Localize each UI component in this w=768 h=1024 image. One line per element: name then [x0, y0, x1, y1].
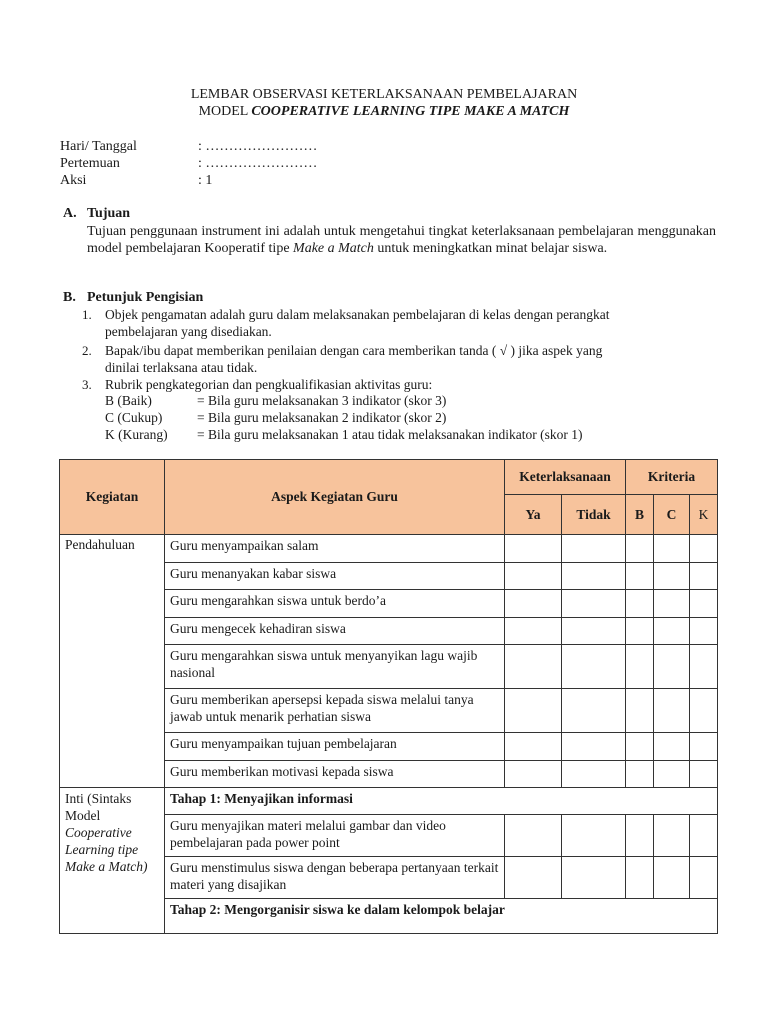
inti-label-model-name: Cooperative Learning tipe Make a Match) — [65, 825, 148, 874]
list-number: 2. — [82, 343, 92, 358]
document-subtitle — [0, 104, 768, 120]
subtitle-prefix: MODEL — [198, 104, 252, 119]
check-cell-c[interactable] — [654, 733, 690, 761]
rubric-desc: = Bila guru melaksanakan 2 indikator (skor 2) — [197, 410, 447, 425]
check-cell-b[interactable] — [626, 535, 654, 563]
check-cell-tidak[interactable] — [562, 689, 626, 733]
check-cell-b[interactable] — [626, 645, 654, 689]
check-cell-tidak[interactable] — [562, 761, 626, 788]
check-cell-c[interactable] — [654, 761, 690, 788]
info-label: Aksi — [60, 173, 87, 188]
activity-cell: Guru memberikan motivasi kepada siswa — [165, 761, 505, 788]
info-label: Hari/ Tanggal — [60, 139, 137, 154]
check-cell-ya[interactable] — [505, 563, 562, 590]
instruction-2-line1: Bapak/ibu dapat memberikan penilaian dengan cara memberikan tanda ( √ ) jika aspek yang — [105, 343, 603, 358]
rubric-code: C (Cukup) — [105, 410, 163, 425]
check-cell-k[interactable] — [690, 815, 718, 857]
check-cell-ya[interactable] — [505, 733, 562, 761]
check-cell-k[interactable] — [690, 563, 718, 590]
check-cell-b[interactable] — [626, 563, 654, 590]
check-cell-b[interactable] — [626, 689, 654, 733]
check-cell-ya[interactable] — [505, 761, 562, 788]
section-b-heading: Petunjuk Pengisian — [87, 290, 204, 305]
check-cell-k[interactable] — [690, 535, 718, 563]
check-cell-k[interactable] — [690, 590, 718, 618]
check-cell-k[interactable] — [690, 618, 718, 645]
check-cell-ya[interactable] — [505, 857, 562, 899]
check-cell-b[interactable] — [626, 590, 654, 618]
check-cell-k[interactable] — [690, 689, 718, 733]
check-cell-ya[interactable] — [505, 535, 562, 563]
check-cell-ya[interactable] — [505, 689, 562, 733]
header-tidak: Tidak — [562, 495, 626, 535]
check-cell-b[interactable] — [626, 618, 654, 645]
check-cell-c[interactable] — [654, 535, 690, 563]
header-k: K — [690, 495, 718, 535]
check-cell-k[interactable] — [690, 761, 718, 788]
kegiatan-inti — [60, 788, 165, 934]
activity-cell: Guru mengecek kehadiran siswa — [165, 618, 505, 645]
activity-cell: Guru memberikan apersepsi kepada siswa melalui tanya jawab untuk menarik perhatian siswa — [165, 689, 505, 733]
activity-cell: Guru menstimulus siswa dengan beberapa pertanyaan terkait materi yang disajikan — [165, 857, 505, 899]
tahap-1-heading: Tahap 1: Menyajikan informasi — [165, 788, 718, 815]
rubric-desc: = Bila guru melaksanakan 1 atau tidak melaksanakan indikator (skor 1) — [197, 427, 583, 442]
check-cell-tidak[interactable] — [562, 618, 626, 645]
info-value: : …………………… — [198, 139, 318, 154]
inti-label: Inti (Sintaks — [65, 791, 132, 806]
check-cell-c[interactable] — [654, 618, 690, 645]
info-label: Pertemuan — [60, 156, 120, 171]
check-cell-ya[interactable] — [505, 590, 562, 618]
activity-cell: Guru menyampaikan salam — [165, 535, 505, 563]
list-number: 1. — [82, 307, 92, 322]
section-a-paragraph — [87, 223, 716, 257]
header-ya: Ya — [505, 495, 562, 535]
check-cell-tidak[interactable] — [562, 815, 626, 857]
para-text-end: untuk meningkatkan minat belajar siswa. — [373, 241, 608, 256]
activity-cell: Guru menanyakan kabar siswa — [165, 563, 505, 590]
check-cell-c[interactable] — [654, 689, 690, 733]
rubric-code: B (Baik) — [105, 393, 152, 408]
activity-cell: Guru menyajikan materi melalui gambar dan video pembelajaran pada power point — [165, 815, 505, 857]
activity-cell: Guru mengarahkan siswa untuk berdo’a — [165, 590, 505, 618]
header-kriteria: Kriteria — [626, 460, 718, 495]
check-cell-k[interactable] — [690, 733, 718, 761]
header-b: B — [626, 495, 654, 535]
check-cell-ya[interactable] — [505, 618, 562, 645]
check-cell-c[interactable] — [654, 590, 690, 618]
check-cell-k[interactable] — [690, 645, 718, 689]
check-cell-tidak[interactable] — [562, 857, 626, 899]
activity-cell: Guru mengarahkan siswa untuk menyanyikan lagu wajib nasional — [165, 645, 505, 689]
check-cell-b[interactable] — [626, 733, 654, 761]
check-cell-tidak[interactable] — [562, 535, 626, 563]
para-model-name: Make a Match — [293, 241, 374, 256]
check-cell-tidak[interactable] — [562, 590, 626, 618]
check-cell-ya[interactable] — [505, 645, 562, 689]
rubric-code: K (Kurang) — [105, 427, 168, 442]
observation-table — [59, 459, 718, 934]
check-cell-b[interactable] — [626, 857, 654, 899]
section-b-letter: B. — [63, 290, 76, 305]
check-cell-tidak[interactable] — [562, 563, 626, 590]
section-a-letter: A. — [63, 206, 77, 221]
section-a-heading: Tujuan — [87, 206, 131, 221]
list-number: 3. — [82, 377, 92, 392]
header-c: C — [654, 495, 690, 535]
check-cell-tidak[interactable] — [562, 733, 626, 761]
check-cell-tidak[interactable] — [562, 645, 626, 689]
instruction-1-line2: pembelajaran yang disediakan. — [105, 324, 272, 339]
instruction-2-line2: dinilai terlaksana atau tidak. — [105, 360, 258, 375]
check-cell-c[interactable] — [654, 645, 690, 689]
check-cell-c[interactable] — [654, 857, 690, 899]
check-cell-c[interactable] — [654, 563, 690, 590]
subtitle-model-name: COOPERATIVE LEARNING TIPE MAKE A MATCH — [251, 104, 570, 119]
instruction-1-line1: Objek pengamatan adalah guru dalam melaksanakan pembelajaran di kelas dengan perangkat — [105, 307, 610, 322]
para-text: Tujuan penggunaan instrument ini adalah untuk mengetahui tingkat keterlaksanaan pembelajaran menggunakan model pembelajaran Kooperatif tipe — [87, 224, 716, 256]
document-title: LEMBAR OBSERVASI KETERLAKSANAAN PEMBELAJARAN — [190, 87, 578, 102]
header-kegiatan: Kegiatan — [60, 460, 165, 535]
check-cell-k[interactable] — [690, 857, 718, 899]
check-cell-b[interactable] — [626, 761, 654, 788]
check-cell-c[interactable] — [654, 815, 690, 857]
header-aspek: Aspek Kegiatan Guru — [165, 460, 505, 535]
inti-label-model: Model — [65, 808, 101, 823]
header-keterlaksanaan: Keterlaksanaan — [505, 460, 626, 495]
rubric-desc: = Bila guru melaksanakan 3 indikator (skor 3) — [197, 393, 447, 408]
tahap-2-heading: Tahap 2: Mengorganisir siswa ke dalam kelompok belajar — [165, 899, 718, 934]
instruction-3-line1: Rubrik pengkategorian dan pengkualifikasian aktivitas guru: — [105, 377, 433, 392]
activity-cell: Guru menyampaikan tujuan pembelajaran — [165, 733, 505, 761]
kegiatan-pendahuluan: Pendahuluan — [60, 535, 165, 788]
info-value: : …………………… — [198, 156, 318, 171]
check-cell-b[interactable] — [626, 815, 654, 857]
info-value: : 1 — [198, 173, 213, 188]
check-cell-ya[interactable] — [505, 815, 562, 857]
